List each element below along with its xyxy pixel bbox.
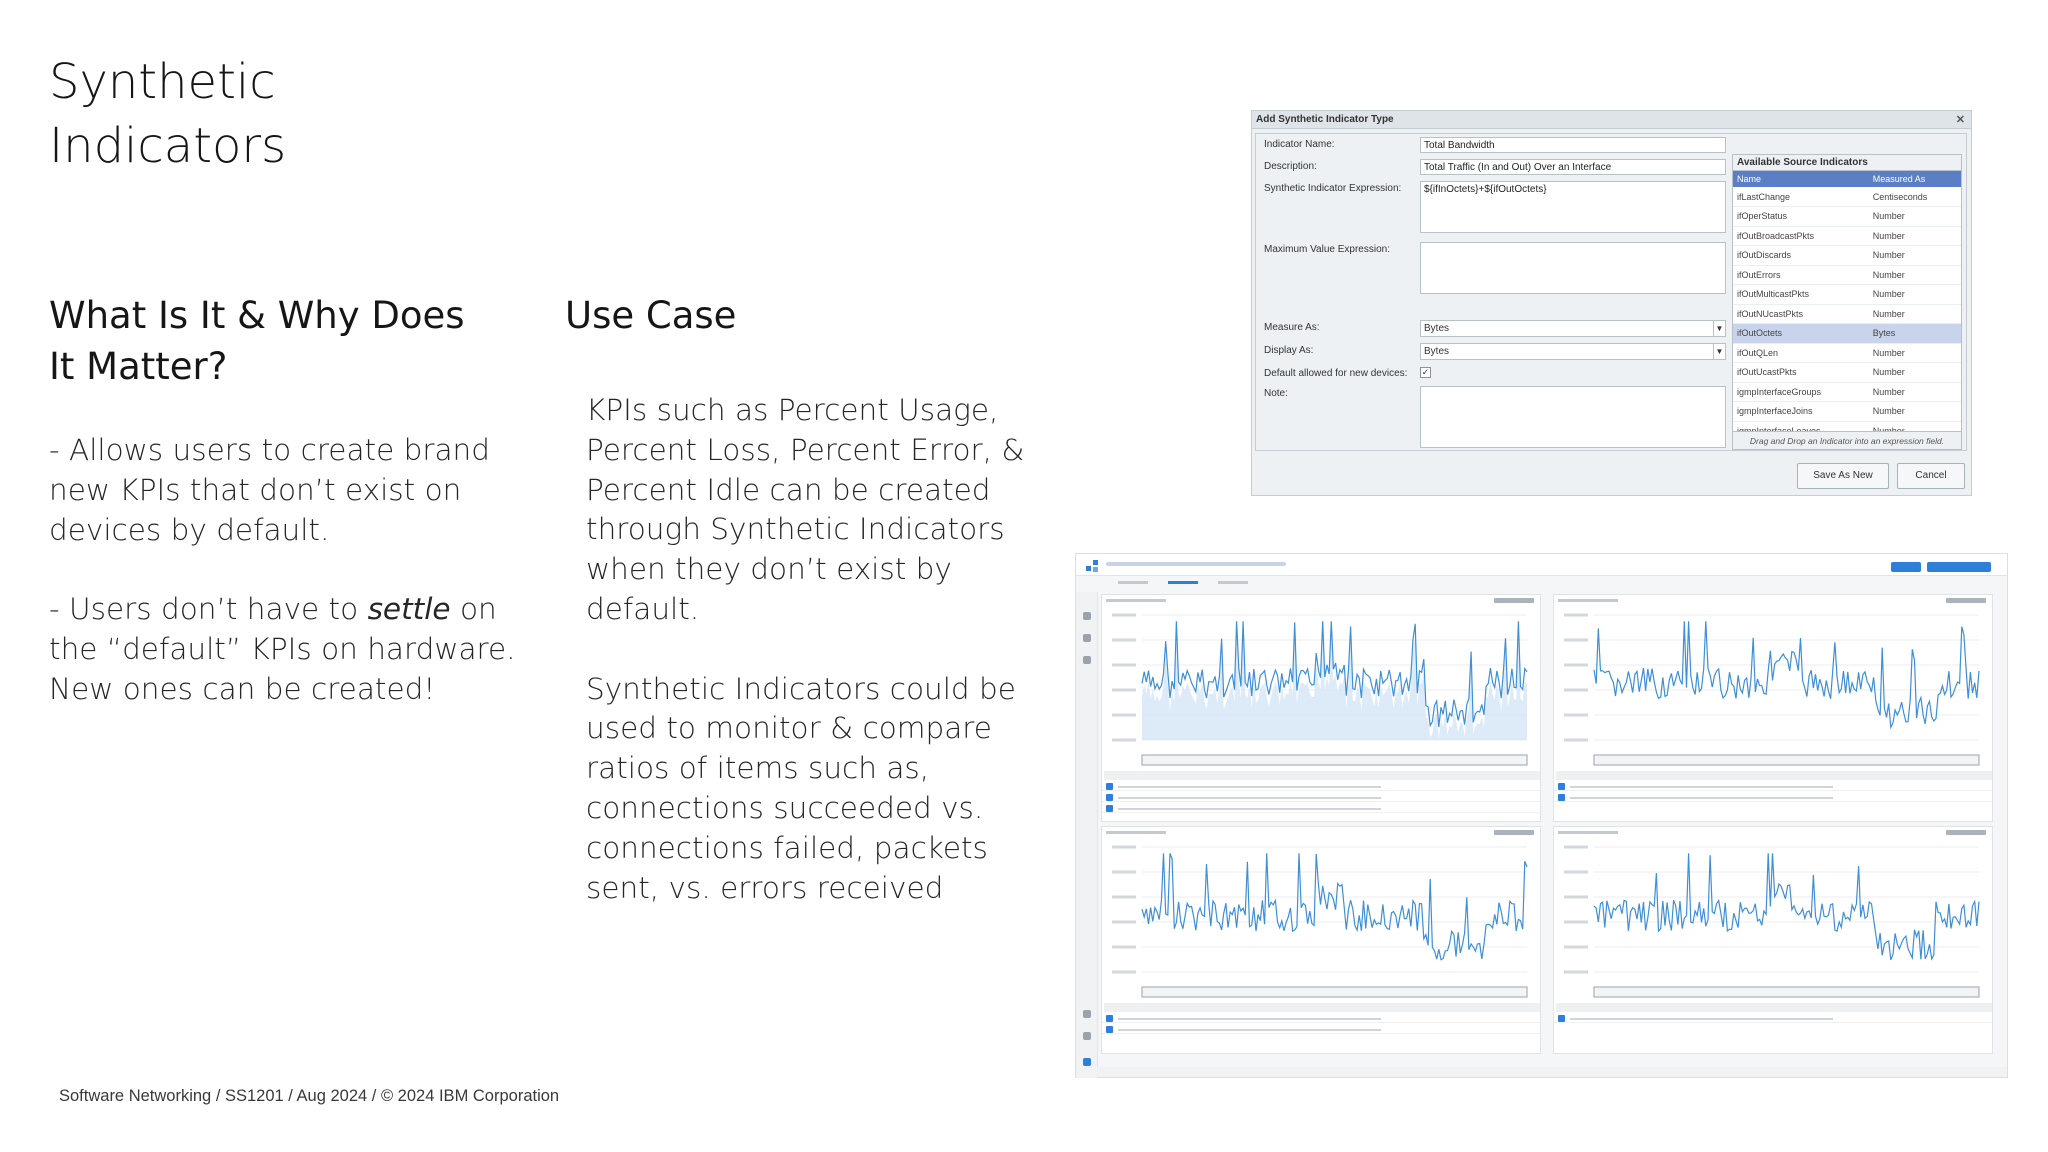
- note-label: Note:: [1264, 388, 1288, 399]
- column-header-name[interactable]: Name: [1733, 171, 1869, 187]
- chart-panel: [1101, 826, 1541, 1054]
- legend-row[interactable]: [1554, 783, 1992, 791]
- legend-checkbox[interactable]: [1558, 783, 1565, 790]
- measure-as-select[interactable]: [1420, 320, 1726, 337]
- source-indicator-row[interactable]: [1733, 207, 1961, 227]
- y-tick-label: [1564, 689, 1588, 692]
- y-tick-label: [1564, 639, 1588, 642]
- y-tick-label: [1564, 846, 1588, 849]
- legend-row[interactable]: [1102, 1015, 1540, 1023]
- legend-text: [1570, 786, 1833, 788]
- use-case-heading: Use Case: [565, 294, 737, 337]
- measured-as-cell: Number: [1869, 226, 1961, 246]
- tab-3[interactable]: [1218, 581, 1248, 584]
- what-is-it-heading: What Is It & Why Does It Matter?: [49, 294, 465, 388]
- legend-checkbox[interactable]: [1106, 783, 1113, 790]
- legend-checkbox[interactable]: [1106, 805, 1113, 812]
- y-tick-label: [1564, 614, 1588, 617]
- use-case-para-1: KPIs such as Percent Usage, Percent Loss, Percent Error, & Percent Idle can be created through Synthetic Indicators when they don’t exist by default.: [586, 393, 1025, 626]
- legend-checkbox[interactable]: [1106, 794, 1113, 801]
- y-tick-label: [1112, 921, 1136, 924]
- y-tick-label: [1112, 846, 1136, 849]
- source-indicator-row[interactable]: [1733, 304, 1961, 324]
- indicator-name-cell: ifOutDiscards: [1733, 246, 1869, 266]
- indicator-name-cell: ifOutQLen: [1733, 343, 1869, 363]
- description-label: Description:: [1264, 161, 1317, 172]
- legend-row[interactable]: [1102, 805, 1540, 813]
- dashboard-sidebar: [1076, 592, 1098, 1078]
- indicator-name-cell: igmpInterfaceJoins: [1733, 402, 1869, 422]
- legend-header: [1556, 1003, 1992, 1012]
- dialog-titlebar: [1252, 111, 1971, 129]
- measured-as-cell: Bytes: [1869, 324, 1961, 344]
- legend-text: [1118, 808, 1381, 810]
- description-input[interactable]: Total Traffic (In and Out) Over an Interface: [1420, 159, 1726, 175]
- y-tick-label: [1564, 739, 1588, 742]
- legend-checkbox[interactable]: [1558, 1015, 1565, 1022]
- legend-text: [1118, 786, 1381, 788]
- measure-as-value: Bytes: [1424, 323, 1450, 334]
- indicator-name-cell: ifOperStatus: [1733, 207, 1869, 227]
- max-value-expression-label: Maximum Value Expression:: [1264, 244, 1390, 255]
- source-indicator-row[interactable]: [1733, 324, 1961, 344]
- range-navigator: [1594, 987, 1979, 997]
- range-navigator: [1142, 755, 1527, 765]
- measured-as-cell: Number: [1869, 304, 1961, 324]
- indicator-name-cell: ifOutOctets: [1733, 324, 1869, 344]
- legend-row[interactable]: [1554, 1015, 1992, 1023]
- dashboard-footer: [1076, 1067, 2007, 1077]
- legend-header: [1556, 771, 1992, 780]
- source-indicator-row[interactable]: [1733, 226, 1961, 246]
- range-navigator: [1142, 987, 1527, 997]
- sidebar-icon[interactable]: [1083, 1032, 1091, 1040]
- display-as-label: Display As:: [1264, 345, 1314, 356]
- source-indicator-row[interactable]: [1733, 246, 1961, 266]
- legend-text: [1118, 797, 1381, 799]
- source-indicator-row[interactable]: [1733, 265, 1961, 285]
- display-as-select[interactable]: [1420, 343, 1726, 360]
- what-is-it-body: [49, 431, 519, 710]
- source-panel-heading: Available Source Indicators: [1733, 155, 1961, 171]
- legend-checkbox[interactable]: [1106, 1026, 1113, 1033]
- y-tick-label: [1564, 921, 1588, 924]
- save-as-new-button[interactable]: Save As New: [1797, 463, 1889, 489]
- legend-checkbox[interactable]: [1558, 794, 1565, 801]
- measured-as-cell: Centiseconds: [1869, 187, 1961, 207]
- what-is-it-point-1: - Allows users to create brand new KPIs that don’t exist on devices by default.: [49, 433, 490, 547]
- point-2-before: - Users don’t have to: [49, 592, 368, 627]
- measured-as-cell: Number: [1869, 265, 1961, 285]
- y-tick-label: [1112, 871, 1136, 874]
- available-source-indicators-panel: [1732, 154, 1962, 450]
- dialog-form: [1255, 133, 1967, 451]
- share-button[interactable]: [1891, 562, 1921, 572]
- app-logo-icon: [1084, 559, 1100, 575]
- y-tick-label: [1112, 639, 1136, 642]
- legend-row[interactable]: [1102, 1026, 1540, 1034]
- use-case-para-2: Synthetic Indicators could be used to monitor & compare ratios of items such as, connections succeeded vs. connections failed, packets sent, vs. errors received: [586, 671, 1016, 905]
- default-allowed-checkbox[interactable]: ✓: [1421, 367, 1430, 377]
- measured-as-cell: Number: [1869, 343, 1961, 363]
- indicator-name-input[interactable]: Total Bandwidth: [1420, 137, 1726, 153]
- legend-text: [1570, 1018, 1833, 1020]
- series-line: [1142, 853, 1527, 959]
- display-as-value: Bytes: [1424, 346, 1450, 357]
- measured-as-cell: Number: [1869, 246, 1961, 266]
- measured-as-cell: Number: [1869, 363, 1961, 383]
- y-tick-label: [1564, 896, 1588, 899]
- measured-as-cell: Number: [1869, 382, 1961, 402]
- series-line: [1594, 621, 1979, 727]
- indicator-name-cell: igmpInterfaceGroups: [1733, 382, 1869, 402]
- measured-as-cell: Number: [1869, 285, 1961, 305]
- y-tick-label: [1112, 739, 1136, 742]
- chevron-down-icon[interactable]: ▼: [1713, 344, 1725, 359]
- what-is-it-point-2: [49, 590, 519, 709]
- point-2-after: on the “default” KPIs on hardware. New ones can be created!: [49, 592, 516, 706]
- use-case-body: [586, 391, 1026, 908]
- legend-text: [1118, 1018, 1381, 1020]
- sidebar-icon[interactable]: [1083, 634, 1091, 642]
- close-icon[interactable]: ✕: [1955, 114, 1965, 126]
- y-tick-label: [1112, 714, 1136, 717]
- default-allowed-label: Default allowed for new devices:: [1264, 368, 1408, 379]
- y-tick-label: [1564, 664, 1588, 667]
- legend-checkbox[interactable]: [1106, 1015, 1113, 1022]
- chart-panel: [1553, 826, 1993, 1054]
- y-tick-label: [1564, 871, 1588, 874]
- indicator-name-cell: ifLastChange: [1733, 187, 1869, 207]
- measure-as-label: Measure As:: [1264, 322, 1320, 333]
- legend-header: [1104, 771, 1540, 780]
- source-indicator-row[interactable]: [1733, 285, 1961, 305]
- tab-2[interactable]: [1168, 581, 1198, 584]
- y-tick-label: [1112, 614, 1136, 617]
- legend-text: [1118, 1029, 1381, 1031]
- source-indicator-row[interactable]: [1733, 363, 1961, 383]
- sidebar-icon[interactable]: [1083, 1058, 1091, 1066]
- add-template-button[interactable]: [1927, 562, 1991, 572]
- measured-as-cell: Number: [1869, 402, 1961, 422]
- series-line: [1594, 853, 1979, 960]
- y-tick-label: [1564, 946, 1588, 949]
- indicator-name-cell: ifOutNUcastPkts: [1733, 304, 1869, 324]
- dashboard-header: [1076, 554, 2007, 576]
- sidebar-icon[interactable]: [1083, 1010, 1091, 1018]
- source-indicator-row[interactable]: [1733, 187, 1961, 207]
- source-indicator-row[interactable]: [1733, 382, 1961, 402]
- legend-row[interactable]: [1554, 794, 1992, 802]
- y-tick-label: [1564, 971, 1588, 974]
- dashboard-tabs: [1106, 578, 1366, 590]
- y-tick-label: [1112, 689, 1136, 692]
- dialog-title: Add Synthetic Indicator Type: [1256, 114, 1394, 125]
- add-synthetic-indicator-dialog: [1251, 110, 1972, 496]
- source-indicator-row[interactable]: [1733, 343, 1961, 363]
- indicator-name-cell: ifOutMulticastPkts: [1733, 285, 1869, 305]
- max-value-expression-textarea[interactable]: [1420, 242, 1726, 294]
- slide-title: Synthetic Indicators: [49, 54, 287, 174]
- y-tick-label: [1564, 714, 1588, 717]
- indicator-name-cell: ifOutBroadcastPkts: [1733, 226, 1869, 246]
- indicator-name-cell: ifOutUcastPkts: [1733, 363, 1869, 383]
- expression-textarea[interactable]: ${ifInOctets}+${ifOutOctets}: [1420, 181, 1726, 233]
- legend-header: [1104, 1003, 1540, 1012]
- y-tick-label: [1112, 664, 1136, 667]
- legend-row[interactable]: [1102, 794, 1540, 802]
- point-2-emphasis: settle: [367, 592, 451, 627]
- source-indicator-row[interactable]: [1733, 402, 1961, 422]
- y-tick-label: [1112, 971, 1136, 974]
- indicator-name-label: Indicator Name:: [1264, 139, 1335, 150]
- column-header-measured-as[interactable]: Measured As: [1869, 171, 1961, 187]
- sidebar-icon[interactable]: [1083, 656, 1091, 664]
- drag-drop-hint: Drag and Drop an Indicator into an expression field.: [1733, 431, 1961, 449]
- note-textarea[interactable]: [1420, 386, 1726, 448]
- y-tick-label: [1112, 946, 1136, 949]
- cancel-button[interactable]: Cancel: [1897, 463, 1965, 489]
- legend-row[interactable]: [1102, 783, 1540, 791]
- expression-label: Synthetic Indicator Expression:: [1264, 183, 1402, 194]
- chevron-down-icon[interactable]: ▼: [1713, 321, 1725, 336]
- breadcrumb: [1106, 562, 1286, 566]
- slide-footer: Software Networking / SS1201 / Aug 2024 / © 2024 IBM Corporation: [59, 1087, 560, 1105]
- source-indicators-table: [1733, 171, 1961, 441]
- chart-panel: [1101, 594, 1541, 822]
- table-header-row: [1733, 171, 1961, 187]
- performance-dashboard-screenshot: [1075, 553, 2008, 1078]
- sidebar-icon[interactable]: [1083, 612, 1091, 620]
- legend-text: [1570, 797, 1833, 799]
- tab-1[interactable]: [1118, 581, 1148, 584]
- range-navigator: [1594, 755, 1979, 765]
- measured-as-cell: Number: [1869, 207, 1961, 227]
- y-tick-label: [1112, 896, 1136, 899]
- chart-panel: [1553, 594, 1993, 822]
- indicator-name-cell: ifOutErrors: [1733, 265, 1869, 285]
